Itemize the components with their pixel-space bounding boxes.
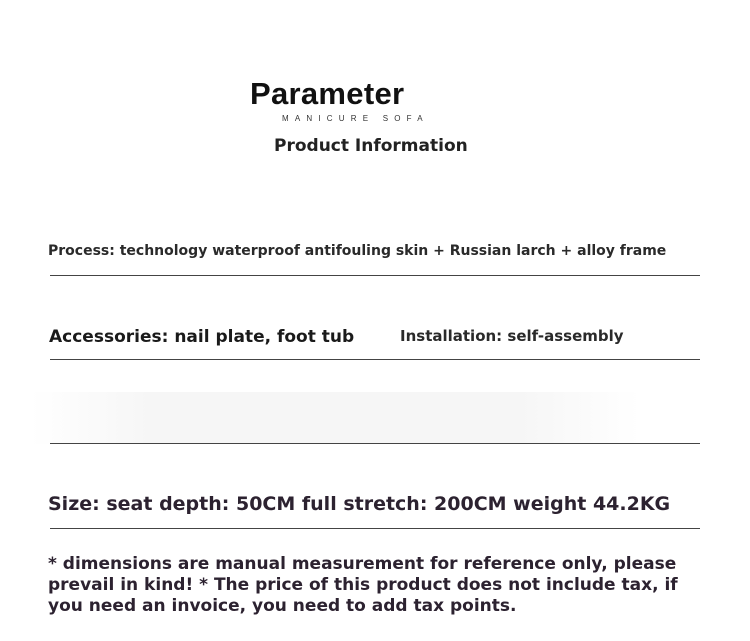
disclaimer-note: * dimensions are manual measurement for reference only, please prevail in kind! * The price of this product does not include tax, if you need an invoice, you need to add tax points. xyxy=(48,554,678,616)
divider xyxy=(50,359,700,360)
size-spec: Size: seat depth: 50CM full stretch: 200CM weight 44.2KG xyxy=(48,493,671,515)
process-spec: Process: technology waterproof antifouling skin + Russian larch + alloy frame xyxy=(48,243,667,259)
divider xyxy=(50,443,700,444)
accessories-spec: Accessories: nail plate, foot tub xyxy=(49,327,355,347)
empty-row-band xyxy=(30,392,640,444)
divider xyxy=(50,275,700,276)
installation-spec: Installation: self-assembly xyxy=(400,327,624,345)
page-title: Parameter xyxy=(250,76,405,111)
divider xyxy=(50,528,700,529)
page-subtitle: MANICURE SOFA xyxy=(282,114,429,123)
section-heading: Product Information xyxy=(274,136,468,156)
